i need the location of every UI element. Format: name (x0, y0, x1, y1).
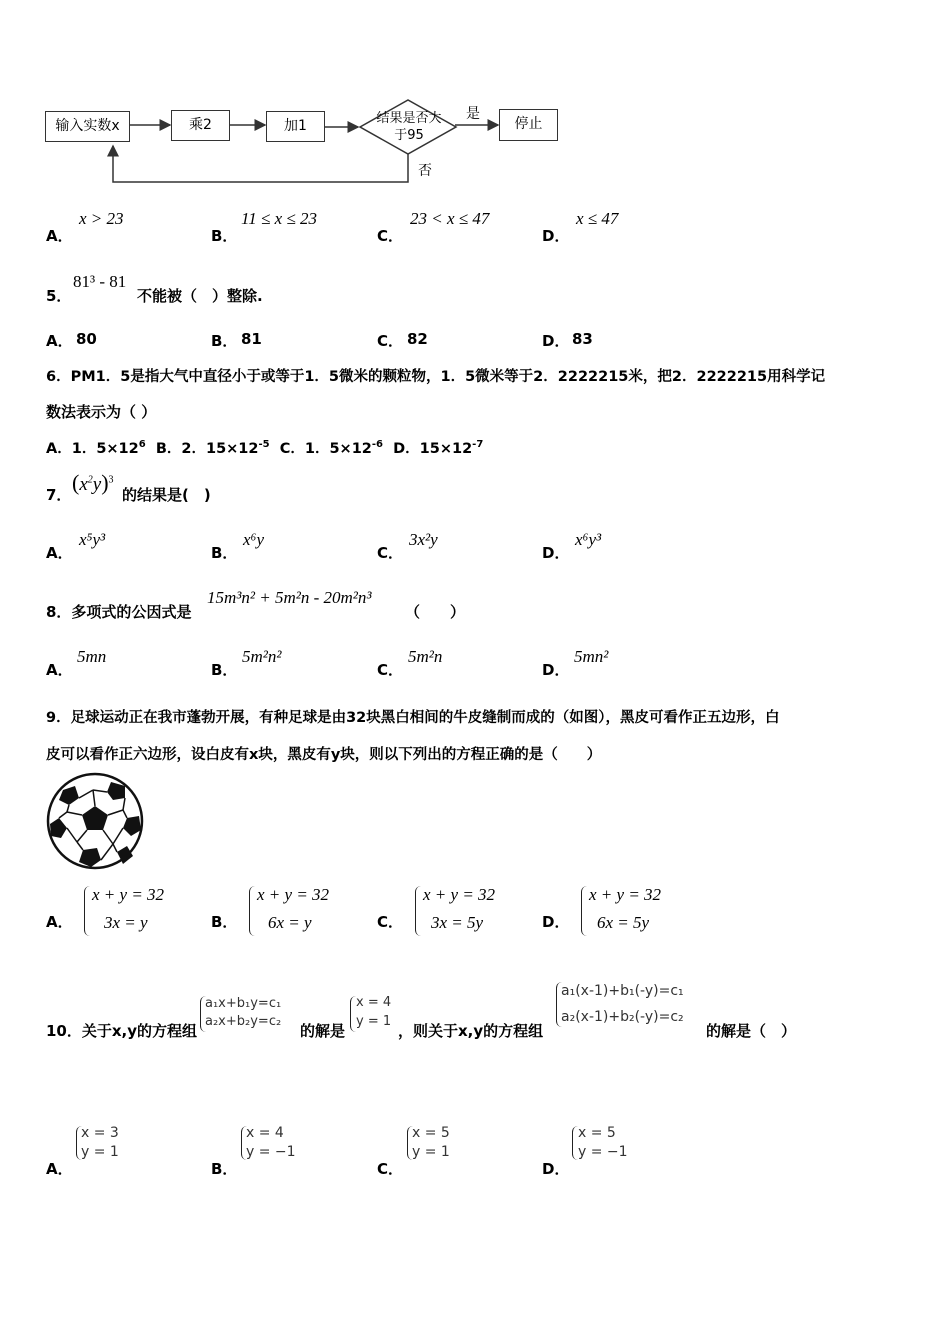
q10-opt-d-eq2: y = −1 (578, 1144, 628, 1160)
q5-opt-b-value: 81 (241, 330, 262, 348)
q5-number: 5． (46, 287, 72, 305)
q8-opt-d-label: D． (542, 661, 570, 679)
q7-opt-d-label: D． (542, 544, 570, 562)
q8-expression: 15m³n² + 5m²n - 20m²n³ (207, 588, 372, 607)
flowchart-yes-label: 是 (466, 106, 480, 122)
flowchart-lines (0, 0, 600, 200)
q9-opt-a-label: A． (46, 913, 73, 931)
q10-opt-a-eq2: y = 1 (81, 1144, 119, 1160)
q6-text-line2: 数法表示为（ ） (46, 403, 157, 421)
q10-opt-d-eq1: x = 5 (578, 1125, 616, 1141)
q4-opt-c-expr: 23 < x ≤ 47 (410, 209, 490, 228)
q6-opt-b-exp: -5 (258, 439, 270, 451)
q10-system1-eq1: a₁x+b₁y=c₁ (205, 996, 282, 1011)
q4-opt-c-label: C． (377, 227, 404, 245)
q10-opt-a-eq1: x = 3 (81, 1125, 119, 1141)
q8-prefix-text: 8．多项式的公因式是 (46, 603, 192, 621)
q7-opt-a-expr: x⁵y³ (79, 530, 106, 549)
q7-opt-c-expr: 3x²y (409, 530, 438, 549)
q9-opt-b-brace (249, 886, 256, 936)
q4-opt-b-label: B． (211, 227, 238, 245)
q6-opt-d-base: 15×12 (419, 441, 473, 457)
q10-system2-eq2: a₂(x-1)+b₂(-y)=c₂ (561, 1009, 684, 1025)
q7-opt-b-label: B． (211, 544, 238, 562)
q10-opt-b-label: B． (211, 1160, 238, 1178)
q9-opt-a-brace (84, 886, 91, 936)
q10-opt-b-eq1: x = 4 (246, 1125, 284, 1141)
q8-opt-c-label: C． (377, 661, 404, 679)
q5-opt-a-label: A． (46, 332, 73, 350)
q8-opt-c-expr: 5m²n (408, 647, 443, 666)
q10-system2-eq1: a₁(x-1)+b₁(-y)=c₁ (561, 983, 684, 999)
q10-solution-eq2: y = 1 (356, 1014, 392, 1029)
q5-question-text: 不能被（ ）整除. (137, 287, 263, 305)
q4-opt-a-label: A． (46, 227, 73, 245)
q7-expression: $(x^2y)^3$ (72, 470, 114, 495)
q10-mid-text: 的解是 (300, 1022, 346, 1040)
q10-system1-eq2: a₂x+b₂y=c₂ (205, 1014, 282, 1029)
q6-options (46, 437, 483, 458)
q9-opt-c-label: C． (377, 913, 404, 931)
q6-opt-b-base: 2．15×12 (181, 441, 259, 457)
flowchart-add-box: 加1 (266, 111, 325, 142)
q10-opt-b-eq2: y = −1 (246, 1144, 296, 1160)
q10-opt-d-label: D． (542, 1160, 570, 1178)
q5-opt-b-label: B． (211, 332, 238, 350)
q4-opt-a-expr: x > 23 (79, 209, 124, 228)
q5-opt-c-label: C． (377, 332, 404, 350)
q5-opt-d-value: 83 (572, 330, 593, 348)
q6-opt-d-exp: -7 (472, 439, 484, 451)
q6-text-line1: 6．PM1．5是指大气中直径小于或等于1．5微米的颗粒物，1．5微米等于2．2222215米，把2．2222215用科学记 (46, 369, 826, 385)
q10-prefix-text: 10．关于x,y的方程组 (46, 1022, 198, 1040)
q6-opt-a-label: A． (46, 441, 72, 457)
flowchart-input-box: 输入实数x (45, 111, 130, 142)
q7-question-text: 的结果是( ) (122, 486, 211, 504)
q7-opt-b-expr: x⁶y (243, 530, 265, 549)
q5-expression: 81³ - 81 (73, 272, 127, 291)
q5-opt-d-label: D． (542, 332, 570, 350)
q9-opt-a-eq2: 3x = y (104, 913, 148, 932)
q5-opt-a-value: 80 (76, 330, 97, 348)
q6-opt-a-base: 1．5×12 (71, 441, 139, 457)
flowchart-multiply-box: 乘2 (171, 110, 230, 141)
q4-opt-b-expr: 11 ≤ x ≤ 23 (241, 209, 317, 228)
q10-opt-c-label: C． (377, 1160, 404, 1178)
q7-opt-a-label: A． (46, 544, 73, 562)
q9-opt-d-brace (581, 886, 588, 936)
q9-text-line1: 9．足球运动正在我市蓬勃开展，有种足球是由32块黑白相间的牛皮缝制而成的（如图），黑皮可看作正五边形，白 (46, 710, 780, 726)
q9-opt-d-label: D． (542, 913, 570, 931)
q9-opt-d-eq1: x + y = 32 (589, 885, 662, 904)
q8-opt-d-expr: 5mn² (574, 647, 609, 666)
q6-opt-a-exp: 6 (138, 439, 146, 451)
q10-solution-eq1: x = 4 (356, 995, 392, 1010)
q9-opt-b-eq2: 6x = y (268, 913, 312, 932)
q10-suffix-text: 的解是（ ） (706, 1022, 797, 1040)
q9-opt-c-eq2: 3x = 5y (431, 913, 484, 932)
q8-opt-b-label: B． (211, 661, 238, 679)
q6-opt-d-label: D． (393, 441, 420, 457)
q9-opt-a-eq1: x + y = 32 (92, 885, 165, 904)
q8-opt-b-expr: 5m²n² (242, 647, 282, 666)
q8-opt-a-expr: 5mn (77, 647, 107, 666)
q6-opt-c-exp: -6 (371, 439, 383, 451)
flowchart-stop-box: 停止 (499, 109, 558, 141)
flowchart-decision-text: 结果是否大于95 (376, 111, 442, 143)
q9-opt-d-eq2: 6x = 5y (597, 913, 650, 932)
q7-number: 7． (46, 486, 72, 504)
q9-text-line2: 皮可以看作正六边形，设白皮有x块，黑皮有y块，则以下列出的方程正确的是（ ） (46, 747, 602, 763)
q10-opt-c-eq2: y = 1 (412, 1144, 450, 1160)
q10-opt-a-label: A． (46, 1160, 73, 1178)
q9-opt-b-label: B． (211, 913, 238, 931)
q6-opt-c-label: C． (279, 441, 305, 457)
q8-suffix-text: （ ） (405, 603, 466, 621)
q4-opt-d-label: D． (542, 227, 570, 245)
q8-opt-a-label: A． (46, 661, 73, 679)
q10-opt-c-eq1: x = 5 (412, 1125, 450, 1141)
q7-opt-d-expr: x⁶y³ (575, 530, 602, 549)
soccer-ball-image (45, 772, 145, 870)
flowchart-no-label: 否 (418, 163, 432, 179)
q6-opt-c-base: 1．5×12 (304, 441, 372, 457)
q4-opt-d-expr: x ≤ 47 (576, 209, 619, 228)
q7-opt-c-label: C． (377, 544, 404, 562)
q5-opt-c-value: 82 (407, 330, 428, 348)
q9-opt-b-eq1: x + y = 32 (257, 885, 330, 904)
q6-opt-b-label: B． (155, 441, 182, 457)
q9-opt-c-eq1: x + y = 32 (423, 885, 496, 904)
q9-opt-c-brace (415, 886, 422, 936)
q10-mid2-text: ，则关于x,y的方程组 (398, 1022, 544, 1040)
